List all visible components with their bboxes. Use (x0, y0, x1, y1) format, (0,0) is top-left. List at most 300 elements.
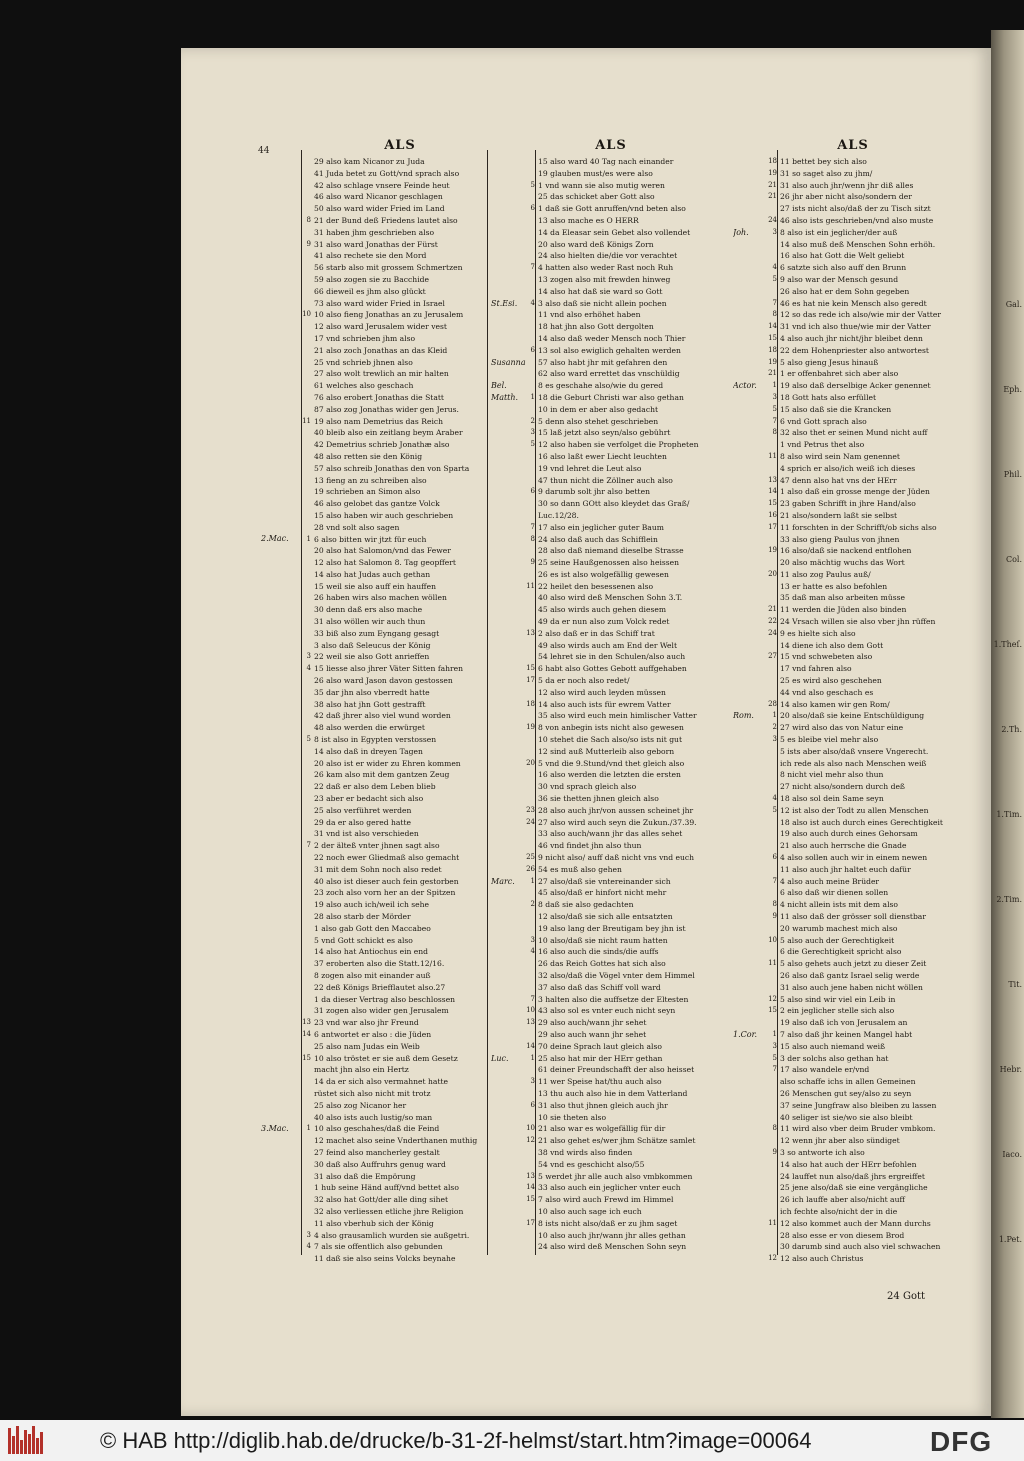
logo-bar (36, 1438, 39, 1454)
chapter-number: 19 (768, 168, 777, 177)
chapter-number: 20 (768, 569, 777, 578)
index-entry (733, 746, 973, 758)
index-entry (301, 475, 499, 487)
index-entry (301, 357, 499, 369)
index-entry (491, 298, 731, 310)
chapter-number (301, 510, 314, 522)
book-abbrev (733, 1017, 767, 1029)
index-entry (733, 1112, 973, 1124)
entry-text: 4 also auch jhr nicht/jhr bleibet denn (780, 333, 923, 343)
entry-text: 15 liesse also jhrer Väter Sitten fahren (314, 664, 464, 674)
index-entry (301, 628, 499, 640)
chapter-number (767, 581, 780, 593)
index-entry (733, 817, 973, 829)
entry-text: 18 hat jhn also Gott dergolten (538, 322, 654, 332)
entry-text: 15 also auch niemand weiß (780, 1041, 886, 1051)
book-abbrev (733, 1171, 767, 1183)
entry-text: 31 mit dem Sohn noch also redet (314, 864, 442, 874)
chapter-number (525, 982, 538, 994)
entry-text: 19 glauben must/es were also (538, 168, 653, 178)
chapter-number: 15 (526, 664, 535, 673)
book-abbrev (491, 699, 525, 711)
entry-text: 6 also bitten wir jtzt für euch (314, 534, 427, 544)
index-entry (491, 1064, 731, 1076)
entry-text: ich fechte also/nicht der in die (780, 1206, 898, 1216)
entry-text: 10 sie theten also (538, 1112, 607, 1122)
entry-text: 1 also daß ein grosse menge der Jüden (780, 487, 930, 497)
chapter-number (301, 864, 314, 876)
chapter-number: 1 (306, 1124, 311, 1133)
chapter-number (525, 227, 538, 239)
chapter-number (301, 368, 314, 380)
entry-text: 19 also daß derselbige Acker genennet (780, 381, 931, 391)
chapter-number: 17 (526, 1218, 535, 1227)
entry-text: 32 also verliessen etliche jhre Religion (314, 1206, 464, 1216)
entry-text: 5 denn also stehet geschrieben (538, 416, 659, 426)
entry-text: 15 also haben wir auch geschrieben (314, 510, 454, 520)
index-entry (733, 1100, 973, 1112)
entry-text: 6 also daß wir dienen sollen (780, 888, 889, 898)
index-entry (301, 239, 499, 251)
index-entry (301, 876, 499, 888)
entry-text: 21 also war es wolgefällig für dir (538, 1124, 666, 1134)
index-entry (301, 923, 499, 935)
chapter-number (525, 286, 538, 298)
index-entry (491, 958, 731, 970)
chapter-number (301, 805, 314, 817)
book-abbrev (491, 1241, 525, 1253)
chapter-number (525, 510, 538, 522)
book-abbrev (491, 557, 525, 569)
book-abbrev (491, 475, 525, 487)
book-abbrev (733, 746, 767, 758)
chapter-number (301, 687, 314, 699)
index-entry (491, 887, 731, 899)
chapter-number (525, 380, 538, 392)
index-entry (491, 416, 731, 428)
bleed-book-label: Tit. (1008, 980, 1022, 989)
chapter-number: 5 (772, 404, 777, 413)
entry-text: 19 also nam Demetrius das Reich (314, 416, 444, 426)
index-entry (301, 1005, 499, 1017)
entry-text: 24 also wird deß Menschen Sohn seyn (538, 1242, 687, 1252)
book-abbrev (491, 1147, 525, 1159)
entry-list (733, 156, 973, 1265)
index-entry (491, 935, 731, 947)
chapter-number (767, 828, 780, 840)
entry-text: 62 also ward errettet das vnschüldig (538, 369, 680, 379)
index-entry (733, 899, 973, 911)
chapter-number (301, 758, 314, 770)
entry-text: 8 von anbegin ists nicht also gewesen (538, 723, 684, 733)
entry-text: 4 also sollen auch wir in einem newen (780, 853, 928, 863)
entry-text: 28 vnd solt also sagen (314, 522, 400, 532)
entry-text: 11 daß sie also seins Volcks beynahe (314, 1254, 456, 1264)
entry-text: 22 noch ewer Gliedmaß also gemacht (314, 853, 460, 863)
chapter-number (301, 604, 314, 616)
index-entry (301, 1076, 499, 1088)
chapter-number (301, 168, 314, 180)
book-abbrev: 1.Cor. (733, 1029, 758, 1039)
book-abbrev (733, 416, 767, 428)
chapter-number (301, 994, 314, 1006)
entry-text: 25 es wird also geschehen (780, 676, 882, 686)
chapter-number: 2 (772, 723, 777, 732)
book-abbrev (491, 758, 525, 770)
entry-text: 73 also ward wider Fried in Israel (314, 298, 445, 308)
entry-text: 12 also wird auch leyden müssen (538, 687, 666, 697)
entry-text: 10 also geschahes/daß die Feind (314, 1124, 440, 1134)
book-abbrev (491, 911, 525, 923)
chapter-number: 11 (768, 959, 777, 968)
bleed-book-label: Eph. (1003, 385, 1022, 394)
entry-text: 8 ist also in Egypten verstossen (314, 735, 437, 745)
index-entry (491, 876, 731, 888)
index-entry (301, 1064, 499, 1076)
index-entry (733, 227, 973, 239)
index-entry (301, 840, 499, 852)
chapter-number (301, 828, 314, 840)
index-entry (491, 651, 731, 663)
index-entry (491, 1053, 731, 1065)
index-entry (301, 1218, 499, 1230)
index-entry (491, 970, 731, 982)
bleed-book-label: 2.Th. (1001, 725, 1022, 734)
entry-text: 61 deiner Freundschafft der also heisset (538, 1065, 695, 1075)
margin-book-label: 3.Mac. (261, 1123, 289, 1133)
entry-text: 12 wenn jhr aber also sündiget (780, 1136, 900, 1146)
index-entry (733, 616, 973, 628)
entry-text: 31 also ward Jonathas der Fürst (314, 239, 438, 249)
book-abbrev (491, 156, 525, 168)
chapter-number: 3 (530, 428, 535, 437)
entry-text: 8 ists nicht also/daß er zu jhm saget (538, 1218, 678, 1228)
entry-text: 29 da er also gered hatte (314, 817, 412, 827)
index-entry (491, 309, 731, 321)
chapter-number (301, 203, 314, 215)
chapter-number: 8 (772, 1124, 777, 1133)
index-entry (301, 203, 499, 215)
entry-text: 31 haben jhm geschrieben also (314, 227, 435, 237)
book-abbrev (491, 321, 525, 333)
index-entry (301, 994, 499, 1006)
index-entry (733, 1241, 973, 1253)
index-entry (491, 321, 731, 333)
index-entry (733, 769, 973, 781)
chapter-number (525, 592, 538, 604)
chapter-number: 15 (768, 333, 777, 342)
entry-text: 30 daß also Auffruhrs genug ward (314, 1159, 446, 1169)
book-abbrev (491, 1041, 525, 1053)
index-entry (491, 1100, 731, 1112)
index-entry (301, 1147, 499, 1159)
index-entry (733, 510, 973, 522)
book-abbrev (733, 1230, 767, 1242)
entry-text: 15 laß jetzt also seyn/also gebührt (538, 428, 671, 438)
index-entry (301, 899, 499, 911)
entry-text: 23 zoch also vorn her an der Spitzen (314, 888, 456, 898)
entry-text: 20 also/daß sie keine Entschüldigung (780, 711, 925, 721)
chapter-number (767, 1171, 780, 1183)
entry-text: 29 also auch/wann jhr sehet (538, 1018, 647, 1028)
chapter-number (301, 640, 314, 652)
book-abbrev (733, 522, 767, 534)
book-abbrev (733, 1194, 767, 1206)
entry-text: 11 also vberhub sich der König (314, 1218, 434, 1228)
chapter-number (301, 274, 314, 286)
index-entry (733, 1064, 973, 1076)
chapter-number (525, 781, 538, 793)
index-entry (733, 427, 973, 439)
book-abbrev (733, 616, 767, 628)
index-entry (301, 1088, 499, 1100)
chapter-number: 5 (530, 440, 535, 449)
entry-text: 40 bleib also ein zeitlang beym Araber (314, 428, 463, 438)
bleed-book-label: 1.Pet. (998, 1235, 1022, 1244)
entry-text: 11 also daß der grösser soll dienstbar (780, 912, 926, 921)
entry-text: 22 weil sie also Gott anrieffen (314, 652, 430, 662)
book-abbrev (733, 486, 767, 498)
chapter-number: 6 (530, 487, 535, 496)
chapter-number (767, 534, 780, 546)
chapter-number (525, 475, 538, 487)
book-abbrev (491, 227, 525, 239)
chapter-number (525, 923, 538, 935)
index-entry (301, 1194, 499, 1206)
book-abbrev (491, 250, 525, 262)
index-entry (733, 345, 973, 357)
index-entry (301, 1123, 499, 1135)
entry-text: 33 also auch/wann jhr das alles sehet (538, 829, 683, 839)
chapter-number (767, 250, 780, 262)
entry-text: 21 also auch herrsche die Gnade (780, 841, 907, 851)
entry-text: 4 sprich er also/ich weiß ich dieses (780, 463, 916, 473)
entry-text: 28 also esse er von diesem Brod (780, 1230, 905, 1240)
entry-text: 38 vnd wirds also finden (538, 1147, 633, 1157)
entry-text: 12 machet also seine Vnderthanen muthig (314, 1136, 478, 1146)
book-abbrev (491, 852, 525, 864)
index-entry (733, 581, 973, 593)
chapter-number: 6 (530, 204, 535, 213)
chapter-number: 4 (306, 664, 311, 673)
book-abbrev (491, 498, 525, 510)
entry-text: 31 so saget also zu jhm/ (780, 168, 873, 178)
entry-text: 57 also schreib Jonathas den von Sparta (314, 463, 470, 473)
book-abbrev (491, 828, 525, 840)
book-abbrev (491, 946, 525, 958)
index-entry (301, 581, 499, 593)
book-abbrev (733, 1041, 767, 1053)
logo-bar (24, 1430, 27, 1454)
book-abbrev (733, 852, 767, 864)
chapter-number: 8 (772, 900, 777, 909)
book-abbrev (491, 722, 525, 734)
logo-bar (8, 1428, 11, 1454)
chapter-number (301, 628, 314, 640)
chapter-number: 12 (768, 994, 777, 1003)
entry-text: ich rede als also nach Menschen weiß (780, 758, 927, 768)
index-entry (491, 274, 731, 286)
index-entry (733, 439, 973, 451)
index-entry (301, 309, 499, 321)
entry-text: 13 also mache es O HERR (538, 215, 639, 225)
entry-text: 22 deß Königs Briefflautet also.27 (314, 982, 446, 992)
entry-text: 43 also sol es vnter euch nicht seyn (538, 1006, 676, 1016)
book-abbrev (491, 463, 525, 475)
index-entry (733, 1194, 973, 1206)
entry-text: 19 vnd lehret die Leut also (538, 463, 642, 473)
entry-text: 14 da Eleasar sein Gebet also vollendet (538, 227, 691, 237)
index-entry (491, 427, 731, 439)
entry-text: 11 werden die Jüden also binden (780, 605, 907, 615)
chapter-number (301, 357, 314, 369)
index-entry (733, 958, 973, 970)
book-abbrev (733, 463, 767, 475)
index-entry (301, 699, 499, 711)
entry-text: 14 also hat daß sie ward so Gott (538, 286, 663, 296)
chapter-number (301, 946, 314, 958)
chapter-number: 10 (302, 310, 311, 319)
entry-text: 4 also grausamlich wurden sie außgetri. (314, 1230, 470, 1240)
chapter-number (301, 1253, 314, 1265)
chapter-number (767, 286, 780, 298)
index-entry (733, 1253, 973, 1265)
entry-text: 6 vnd Gott sprach also (780, 416, 867, 426)
entry-text: 22 dem Hohenpriester also antwortest (780, 345, 929, 355)
index-entry (301, 510, 499, 522)
chapter-number: 3 (772, 735, 777, 744)
index-entry (733, 864, 973, 876)
index-entry (733, 180, 973, 192)
entry-text: 1 vnd Petrus thet also (780, 440, 865, 450)
entry-text: 31 vnd ich also thue/wie mir der Vatter (780, 322, 931, 332)
book-abbrev (491, 522, 525, 534)
chapter-number (767, 923, 780, 935)
entry-text: 45 also/daß er hinfort nicht mehr (538, 888, 667, 898)
book-abbrev (733, 510, 767, 522)
book-abbrev (491, 982, 525, 994)
index-entry (491, 699, 731, 711)
chapter-number: 27 (768, 652, 777, 661)
index-entry (491, 392, 731, 404)
book-abbrev (733, 1147, 767, 1159)
index-entry (733, 463, 973, 475)
book-abbrev (733, 404, 767, 416)
index-entry (733, 876, 973, 888)
index-entry (733, 262, 973, 274)
index-entry (491, 687, 731, 699)
index-entry (733, 640, 973, 652)
entry-text: 26 kam also mit dem gantzen Zeug (314, 770, 450, 780)
index-entry (301, 427, 499, 439)
chapter-number: 3 (530, 1077, 535, 1086)
bleed-book-label: Hebr. (999, 1065, 1022, 1074)
book-abbrev (491, 191, 525, 203)
book-abbrev (491, 215, 525, 227)
index-entry (491, 404, 731, 416)
entry-text: 1 er offenbahret sich aber also (780, 369, 899, 379)
book-abbrev (491, 262, 525, 274)
entry-text: 14 also auch ists für ewrem Vatter (538, 699, 671, 709)
index-entry (301, 368, 499, 380)
index-entry (733, 203, 973, 215)
entry-text: 40 seliger ist sie/wo sie also bleibt (780, 1112, 913, 1122)
entry-text: 14 also kamen wir gen Rom/ (780, 699, 890, 709)
entry-text: 24 also hielten die/die vor verachtet (538, 251, 678, 261)
index-entry (733, 333, 973, 345)
chapter-number (525, 191, 538, 203)
index-entry (733, 191, 973, 203)
book-abbrev (491, 651, 525, 663)
index-entry (733, 368, 973, 380)
index-entry (301, 793, 499, 805)
chapter-number (767, 946, 780, 958)
index-entry (491, 439, 731, 451)
index-entry (733, 758, 973, 770)
entry-text: 15 weil sie also auff ein hauffen (314, 581, 436, 591)
book-abbrev (491, 1159, 525, 1171)
index-entry (733, 557, 973, 569)
book-abbrev (733, 840, 767, 852)
chapter-number: 4 (306, 1242, 311, 1251)
chapter-number (301, 899, 314, 911)
entry-text: 5 da er noch also redet/ (538, 676, 630, 686)
chapter-number (767, 1076, 780, 1088)
bleed-book-label: Gal. (1005, 300, 1022, 309)
index-entry (301, 640, 499, 652)
entry-list (301, 156, 499, 1265)
book-abbrev (491, 781, 525, 793)
book-abbrev (491, 769, 525, 781)
entry-text: 87 also zog Jonathas wider gen Jerus. (314, 404, 459, 414)
entry-text: 22 daß er also dem Leben blieb (314, 782, 436, 792)
index-entry (491, 180, 731, 192)
index-entry (491, 239, 731, 251)
chapter-number: 15 (768, 1006, 777, 1015)
index-entry (733, 1053, 973, 1065)
chapter-number (767, 769, 780, 781)
entry-text: 20 warumb machest mich also (780, 923, 898, 933)
chapter-number: 1 (772, 1029, 777, 1038)
chapter-number (525, 911, 538, 923)
book-abbrev (733, 545, 767, 557)
book-abbrev (733, 451, 767, 463)
chapter-number: 3 (772, 1041, 777, 1050)
book-abbrev (733, 651, 767, 663)
entry-text: 5 also auch der Gerechtigkeit (780, 935, 895, 945)
logo-bar (28, 1434, 31, 1454)
entry-text: 33 biß also zum Eyngang gesagt (314, 628, 440, 638)
book-abbrev (733, 864, 767, 876)
book-abbrev (491, 887, 525, 899)
chapter-number (525, 321, 538, 333)
index-entry (491, 1017, 731, 1029)
chapter-number (525, 1230, 538, 1242)
book-abbrev (733, 887, 767, 899)
entry-text: 27 feind also mancherley gestalt (314, 1147, 440, 1157)
index-entry (301, 970, 499, 982)
chapter-number (301, 345, 314, 357)
book-abbrev (733, 899, 767, 911)
entry-text: 20 also ward deß Königs Zorn (538, 239, 654, 249)
chapter-number (767, 1230, 780, 1242)
entry-text: 27 ists nicht also/daß der zu Tisch sitzt (780, 204, 931, 214)
chapter-number (301, 1100, 314, 1112)
index-entry (301, 156, 499, 168)
index-entry (733, 651, 973, 663)
book-abbrev (733, 828, 767, 840)
book-abbrev (733, 1112, 767, 1124)
